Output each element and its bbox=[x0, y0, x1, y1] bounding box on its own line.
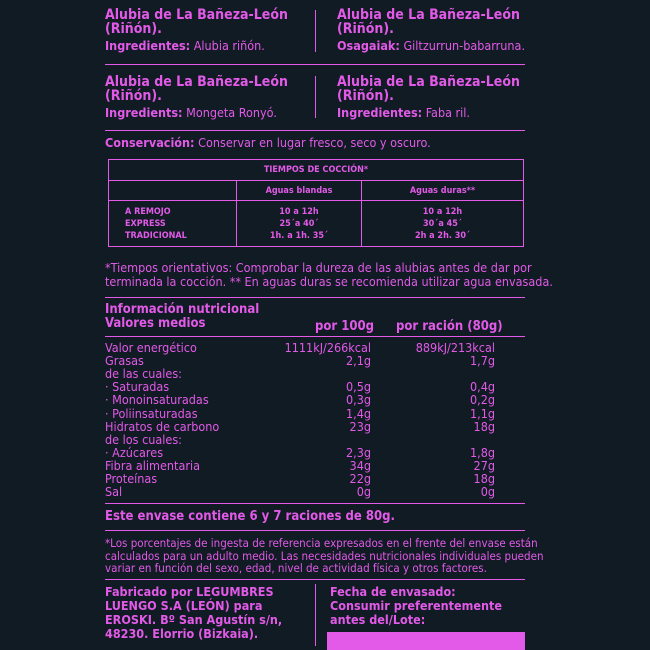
value-per-100g: 0,3g bbox=[345, 392, 371, 408]
ingredients-value: Mongeta Ronyó. bbox=[186, 105, 277, 120]
nutrient-label: · Poliinsaturadas bbox=[105, 405, 198, 421]
cooking-times-table bbox=[108, 159, 524, 247]
portions-note: Este envase contiene 6 y 7 raciones de 80g. bbox=[105, 509, 395, 524]
note-line: *Tiempos orientativos: Comprobar la dureza de las alubias antes de dar por bbox=[105, 260, 532, 275]
time-value: 10 a 12h bbox=[422, 206, 463, 217]
time-value: 30´a 45´ bbox=[423, 218, 462, 229]
divider bbox=[105, 530, 525, 531]
nutrient-label: de los cuales: bbox=[105, 431, 182, 447]
value-per-serving: 27g bbox=[473, 457, 495, 473]
value-per-serving: 0,2g bbox=[469, 392, 495, 408]
nutrient-label: · Saturadas bbox=[105, 379, 170, 395]
ingredients-value: Alubia riñón. bbox=[193, 38, 265, 53]
nutrition-row bbox=[105, 459, 495, 472]
nutrition-row bbox=[105, 380, 495, 393]
value-per-serving: 1,8g bbox=[469, 444, 495, 460]
method: TRADICIONAL bbox=[125, 230, 187, 241]
nutrition-subtitle: Valores medios bbox=[105, 316, 206, 331]
time-value: 25´a 40´ bbox=[279, 218, 319, 229]
nutrition-heading bbox=[105, 303, 259, 331]
cooking-methods bbox=[109, 201, 237, 247]
ingredients-label: Ingredients: bbox=[105, 105, 183, 120]
nutrient-label: · Monoinsaturadas bbox=[105, 392, 209, 408]
note-line: terminada la cocción. ** En aguas duras se recomienda utilizar agua envasada. bbox=[105, 274, 553, 289]
value-per-serving: 0g bbox=[480, 484, 495, 500]
best-before-label: Consumir preferentemente bbox=[330, 598, 503, 613]
product-name-block-1 bbox=[105, 8, 305, 53]
nutrient-label: Valor energético bbox=[105, 340, 197, 355]
nutrition-row bbox=[105, 393, 495, 406]
ingredients-label: Osagaiak: bbox=[337, 38, 400, 53]
col-soft-water: Aguas blandas bbox=[237, 181, 362, 201]
packaging-dates bbox=[330, 585, 502, 627]
nutrient-label: · Azúcares bbox=[105, 444, 164, 460]
value-per-100g: 0g bbox=[356, 484, 371, 500]
manufacturer-line: LUENGO S.A (LEÓN) para bbox=[105, 598, 263, 613]
product-name-block-3 bbox=[105, 75, 305, 120]
product-name-block-4 bbox=[337, 75, 547, 120]
hard-water-times bbox=[362, 201, 524, 247]
time-value: 2h a 2h. 30´ bbox=[414, 230, 471, 241]
divider bbox=[105, 503, 525, 504]
manufacturer-line: 48230. Elorrio (Bizkaia). bbox=[105, 626, 259, 641]
value-per-100g: 23g bbox=[349, 418, 371, 434]
product-name-block-2 bbox=[337, 8, 547, 53]
nutrient-label: Sal bbox=[105, 484, 123, 500]
value-per-serving: 18g bbox=[473, 418, 495, 434]
manufacturer-line: Fabricado por LEGUMBRES bbox=[105, 584, 274, 599]
divider bbox=[105, 130, 525, 131]
cooking-notes bbox=[105, 261, 553, 289]
time-value: 10 a 12h bbox=[279, 206, 319, 217]
divider bbox=[105, 579, 525, 580]
soft-water-times bbox=[237, 201, 362, 247]
nutrition-row bbox=[105, 446, 495, 459]
value-per-serving: 889kJ/213kcal bbox=[415, 340, 495, 355]
method: EXPRESS bbox=[125, 218, 166, 229]
storage-label: Conservación: bbox=[105, 135, 195, 150]
date-print-area bbox=[327, 632, 525, 650]
value-per-serving: 18g bbox=[473, 471, 495, 486]
manufacturer-line: EROSKI. Bº San Agustín s/n, bbox=[105, 612, 283, 627]
ingredients-value: Faba ril. bbox=[425, 105, 470, 120]
ingredients-label: Ingredientes: bbox=[337, 105, 423, 120]
value-per-serving: 1,7g bbox=[469, 353, 495, 369]
reference-intake-footnote bbox=[105, 537, 544, 575]
nutrient-label: Fibra alimentaria bbox=[105, 457, 200, 473]
value-per-serving: 1,1g bbox=[469, 405, 495, 421]
footnote-line: *Los porcentajes de ingesta de referencia expresados en el frente del envase están bbox=[105, 536, 538, 550]
value-per-100g: 34g bbox=[349, 457, 371, 473]
nutrition-row bbox=[105, 341, 495, 354]
nutrition-row bbox=[105, 433, 495, 446]
ingredients-label: Ingredientes: bbox=[105, 38, 191, 53]
divider bbox=[315, 76, 316, 118]
value-per-100g: 2,3g bbox=[345, 444, 371, 460]
footnote-line: calculados para un adulto medio. Las necesidades nutricionales individuales pueden bbox=[105, 548, 544, 563]
col-per-100g: por 100g bbox=[315, 319, 375, 334]
col-hard-water: Aguas duras** bbox=[362, 181, 524, 201]
storage-text: Conservar en lugar fresco, seco y oscuro. bbox=[198, 135, 431, 150]
divider bbox=[105, 297, 525, 298]
nutrient-label: Hidratos de carbono bbox=[105, 418, 220, 434]
manufacturer-info bbox=[105, 585, 282, 641]
method: A REMOJO bbox=[125, 206, 171, 217]
nutrition-title: Información nutricional bbox=[105, 302, 260, 317]
col-per-serving: por ración (80g) bbox=[396, 319, 503, 334]
nutrition-row bbox=[105, 354, 495, 367]
product-title: Alubia de La Bañeza-León (Riñón). bbox=[105, 7, 288, 37]
nutrient-label: Proteínas bbox=[105, 471, 158, 486]
nutrition-row bbox=[105, 367, 495, 380]
nutrition-row bbox=[105, 407, 495, 420]
nutrition-row bbox=[105, 472, 495, 485]
divider bbox=[105, 336, 525, 337]
storage-instructions bbox=[105, 136, 431, 150]
value-per-serving: 0,4g bbox=[469, 379, 495, 395]
value-per-100g: 1,4g bbox=[345, 405, 371, 421]
nutrient-label: Grasas bbox=[105, 353, 144, 369]
product-title: Alubia de La Bañeza-León (Riñón). bbox=[337, 74, 520, 104]
packing-date-label: Fecha de envasado: bbox=[330, 584, 456, 599]
cooking-table-title: TIEMPOS DE COCCIÓN* bbox=[109, 160, 524, 181]
nutrient-label: de las cuales: bbox=[105, 366, 182, 382]
divider bbox=[315, 584, 316, 646]
cooking-table-corner bbox=[109, 181, 237, 201]
lot-label: antes del/Lote: bbox=[330, 612, 426, 627]
nutrition-row bbox=[105, 485, 495, 498]
product-title: Alubia de La Bañeza-León (Riñón). bbox=[105, 74, 288, 104]
divider bbox=[315, 10, 316, 52]
footnote-line: variar en función del sexo, edad, nivel de actividad física y otros factores. bbox=[105, 561, 487, 575]
value-per-100g: 2,1g bbox=[345, 353, 371, 369]
nutrition-row bbox=[105, 420, 495, 433]
product-title: Alubia de La Bañeza-León (Riñón). bbox=[337, 7, 520, 37]
value-per-100g: 0,5g bbox=[345, 379, 371, 395]
value-per-100g: 1111kJ/266kcal bbox=[284, 340, 371, 355]
time-value: 1h. a 1h. 35´ bbox=[269, 230, 329, 241]
ingredients-value: Giltzurrun-babarruna. bbox=[403, 38, 526, 53]
divider bbox=[105, 64, 525, 65]
value-per-100g: 22g bbox=[349, 471, 371, 486]
